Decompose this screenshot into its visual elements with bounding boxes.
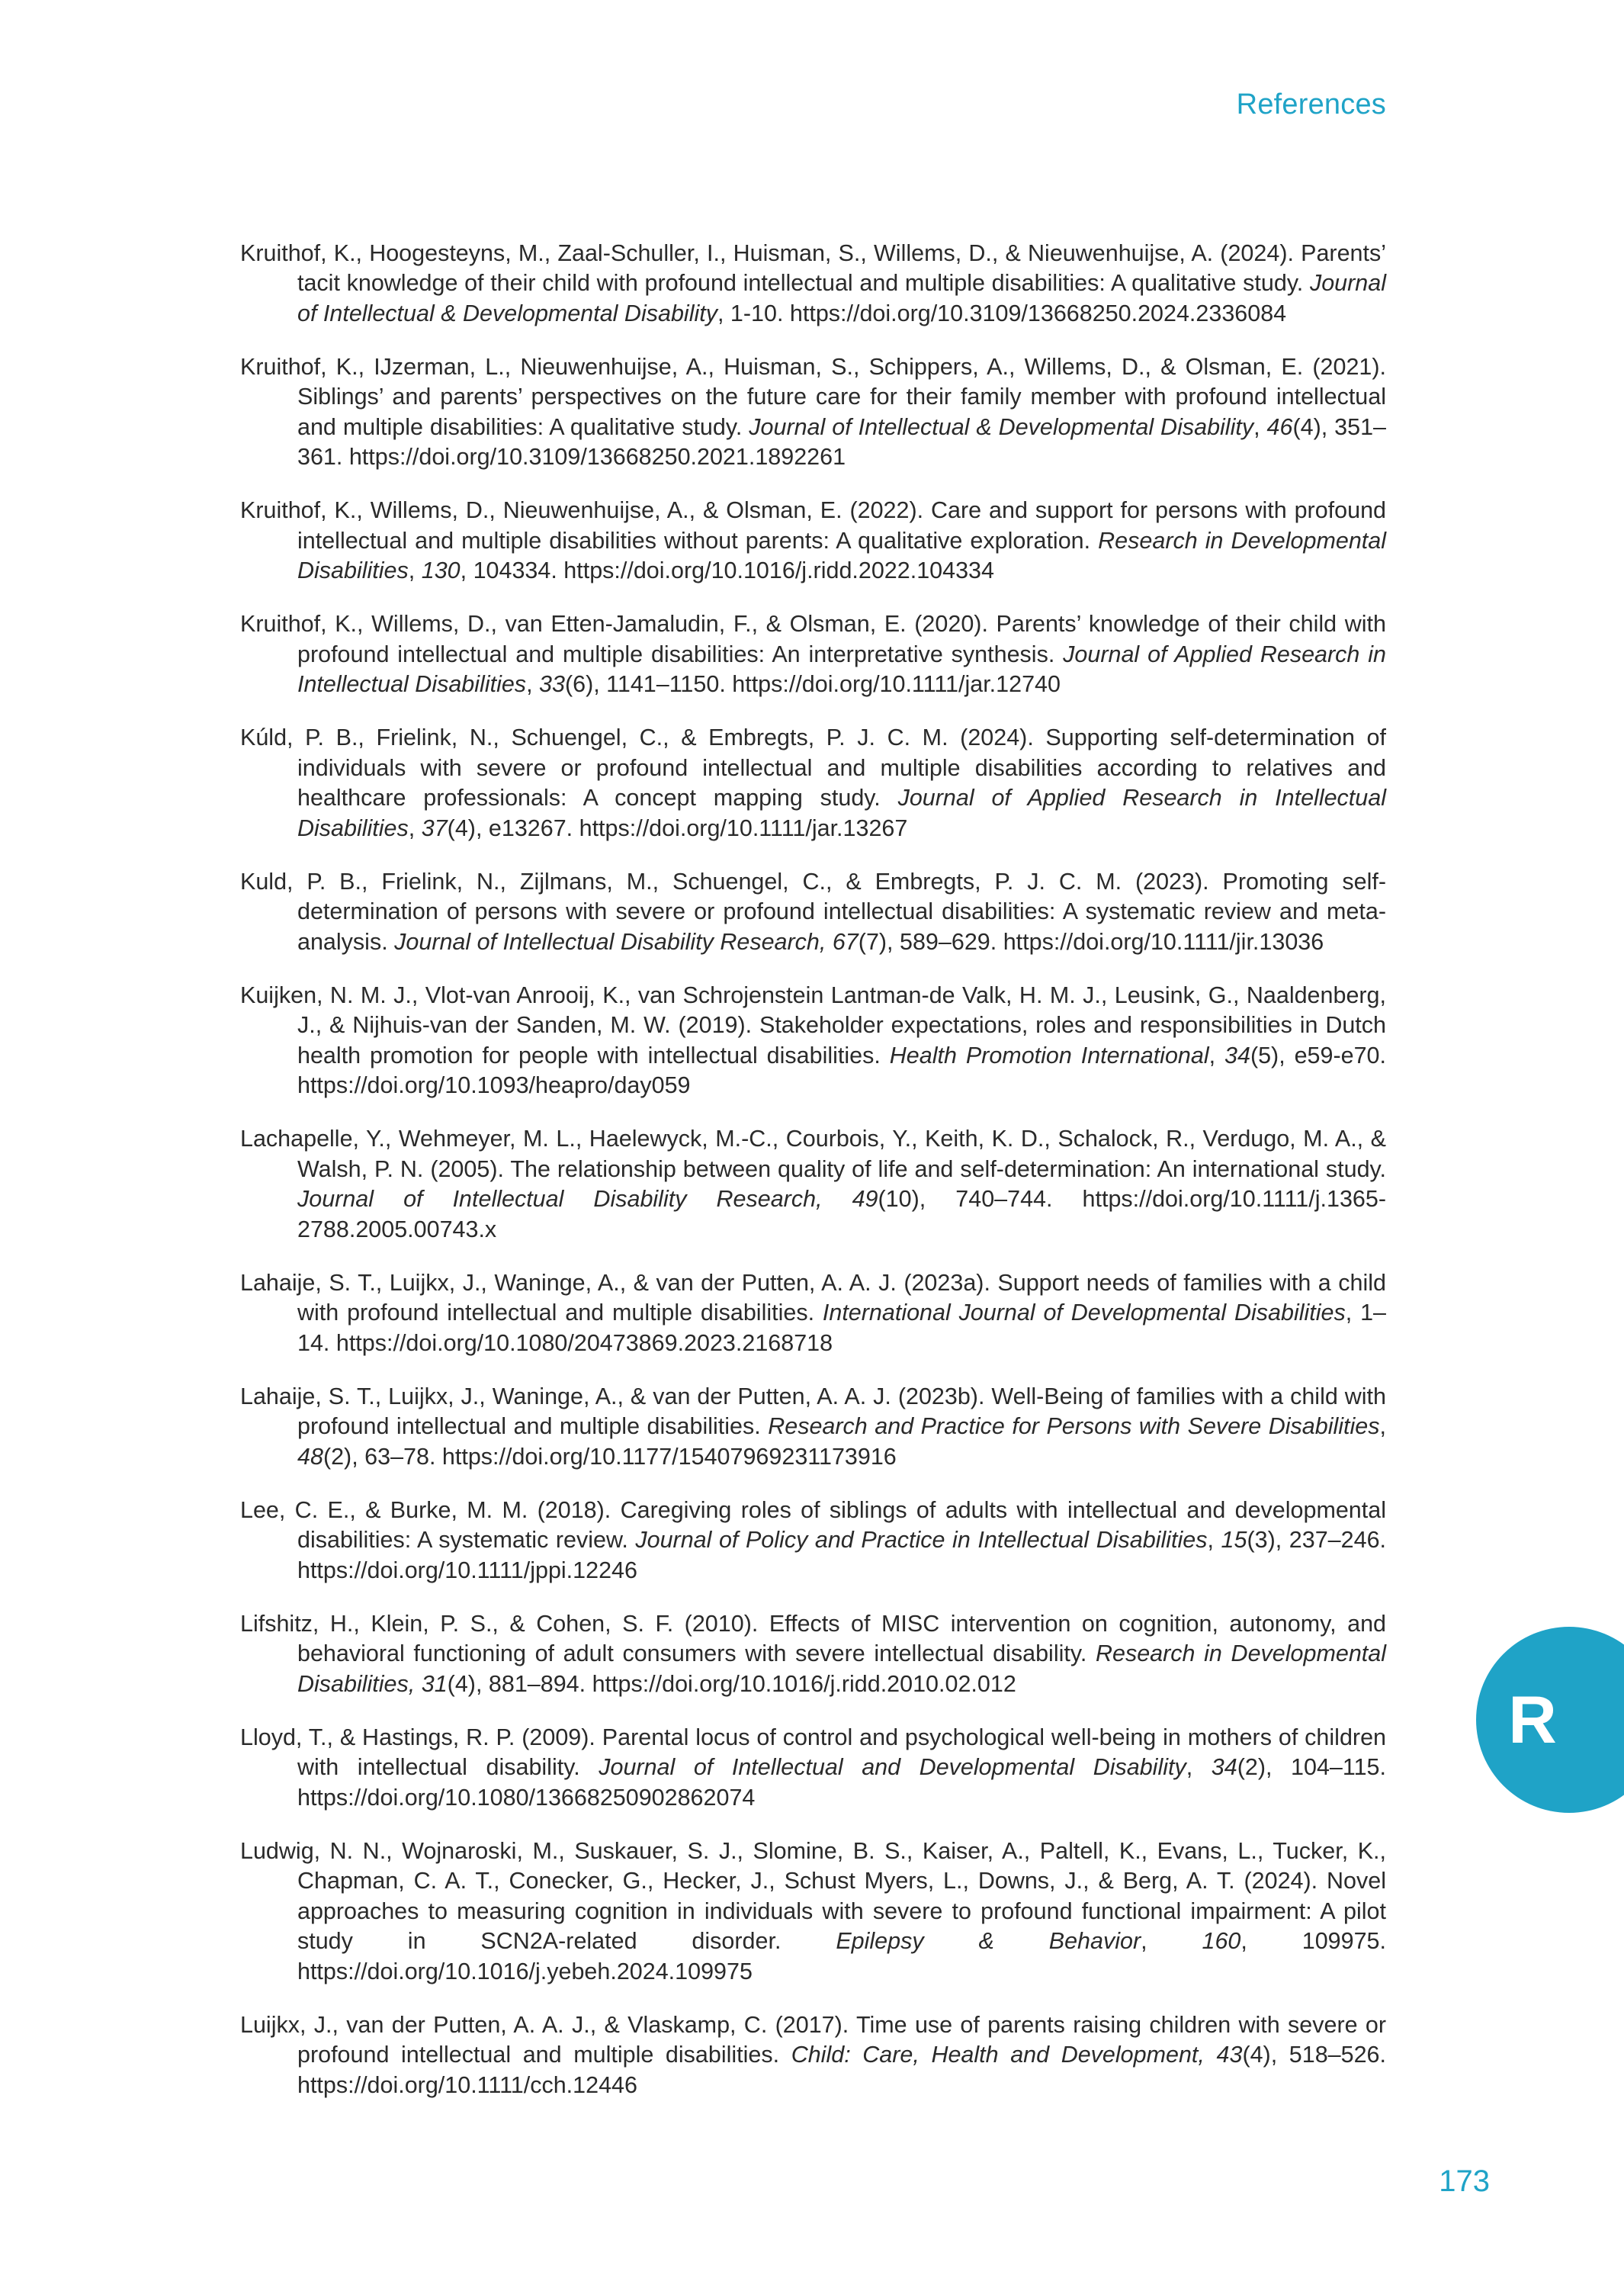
reference-volume: 34 [1211, 1754, 1237, 1780]
reference-separator: , [1141, 1928, 1202, 1954]
reference-entry [240, 609, 1386, 700]
reference-volume: 48 [297, 1443, 323, 1470]
reference-journal: Child: Care, Health and Development, [791, 2042, 1205, 2068]
running-header: References [1236, 88, 1386, 121]
reference-journal: Journal of Intellectual Disability Research, [394, 928, 826, 955]
reference-details: (4), e13267. https://doi.org/10.1111/jar.13267 [447, 815, 908, 841]
reference-details: (4), 351–361. https://doi.org/10.3109/13668250.2021.1892261 [297, 413, 1386, 470]
reference-volume: 31 [421, 1670, 448, 1697]
reference-details: (4), 518–526. https://doi.org/10.1111/cch.12446 [297, 2042, 1386, 2098]
reference-separator: , [1208, 1042, 1224, 1068]
reference-separator: , [1379, 1413, 1386, 1439]
reference-separator: , [526, 671, 540, 697]
reference-separator: , [1253, 413, 1267, 440]
page-number: 173 [1439, 2164, 1490, 2198]
reference-details: (7), 589–629. https://doi.org/10.1111/jir.13036 [858, 928, 1324, 955]
reference-volume: 130 [421, 558, 461, 583]
reference-entry [240, 723, 1386, 844]
reference-text: Ludwig, N. N., Wojnaroski, M., Suskauer, S. J., Slomine, B. S., Kaiser, A., Paltell, K., Evans, L., Tucker, K., Chapman, C. A. T., Conecker, G., Hecker, J., Schust Myers, L., Downs, J., & Berg, A. T. (2024). Novel approaches to measuring cognition in individuals with severe to profound functional impairment: A pilot study in SCN2A-related disorder. [240, 1837, 1386, 1954]
reference-volume: 34 [1224, 1042, 1250, 1068]
reference-volume: 160 [1202, 1928, 1241, 1954]
reference-text: Kruithof, K., Willems, D., Nieuwenhuijse, A., & Olsman, E. (2022). Care and support for persons with profound intellectual and multiple disabilities without parents: A qualitative exploration. [240, 497, 1386, 554]
reference-journal: Journal of Intellectual & Developmental Disability [297, 270, 1386, 326]
reference-volume: 33 [539, 671, 565, 697]
reference-text: Kúld, P. B., Frielink, N., Schuengel, C., & Embregts, P. J. C. M. (2024). Supporting self-determination of individuals with severe or profound intellectual and multiple disabilities according to relatives and healthcare professionals: A concept mapping study. [240, 725, 1386, 811]
reference-text: Kuld, P. B., Frielink, N., Zijlmans, M., Schuengel, C., & Embregts, P. J. C. M. (2023). Promoting self-determination of persons with severe or profound intellectual disabilities: A systematic review and meta-analysis. [240, 868, 1386, 955]
reference-list [240, 215, 1386, 2111]
reference-entry [240, 981, 1386, 1101]
chapter-tab-letter: R [1508, 1682, 1557, 1757]
reference-separator [823, 1186, 852, 1212]
reference-text: Kruithof, K., Hoogesteyns, M., Zaal-Schuller, I., Huisman, S., Willems, D., & Nieuwenhuijse, A. (2024). Parents’ tacit knowledge of their child with profound intellectual and multiple disabilities: A qualitative study. [240, 239, 1386, 296]
reference-text: Kuijken, N. M. J., Vlot-van Anrooij, K., van Schrojenstein Lantman-de Valk, H. M. J., Leusink, G., Naaldenberg, J., & Nijhuis-van der Sanden, M. W. (2019). Stakeholder expectations, roles and responsibilities in Dutch health promotion for people with intellectual disabilities. [240, 982, 1386, 1068]
reference-journal: International Journal of Developmental Disabilities [822, 1300, 1346, 1326]
reference-text: Luijkx, J., van der Putten, A. A. J., & Vlaskamp, C. (2017). Time use of parents raising children with severe or profound intellectual and multiple disabilities. [240, 2011, 1386, 2068]
reference-separator: , [1207, 1527, 1221, 1553]
reference-journal: Journal of Intellectual Disability Research, [297, 1186, 823, 1212]
reference-text: Lachapelle, Y., Wehmeyer, M. L., Haelewyck, M.-C., Courbois, Y., Keith, K. D., Schalock, R., Verdugo, M. A., & Walsh, P. N. (2005). The relationship between quality of life and self-determination: An international study. [240, 1126, 1386, 1182]
reference-entry [240, 867, 1386, 958]
reference-journal: Journal of Intellectual & Developmental Disability [749, 413, 1254, 440]
reference-separator: , [408, 815, 422, 841]
reference-entry [240, 239, 1386, 329]
reference-separator [415, 1671, 421, 1697]
reference-journal: Health Promotion International [889, 1042, 1209, 1068]
reference-volume: 37 [421, 815, 448, 841]
reference-details: , 104334. https://doi.org/10.1016/j.ridd.2022.104334 [460, 558, 994, 583]
reference-volume: 46 [1266, 413, 1293, 440]
reference-entry [240, 496, 1386, 586]
reference-entry [240, 1609, 1386, 1700]
reference-journal: Research in Developmental Disabilities [297, 527, 1386, 583]
reference-text: Lahaije, S. T., Luijkx, J., Waninge, A., & van der Putten, A. A. J. (2023b). Well-Being of families with a child with profound intellectual and multiple disabilities. [240, 1383, 1386, 1439]
reference-volume: 49 [852, 1186, 878, 1212]
reference-journal: Journal of Applied Research in Intellectual Disabilities [297, 641, 1386, 697]
reference-entry [240, 352, 1386, 473]
reference-text: Kruithof, K., IJzerman, L., Nieuwenhuijse, A., Huisman, S., Schippers, A., Willems, D., & Olsman, E. (2021). Siblings’ and parents’ perspectives on the future care for their family member with profound intellectual and multiple disabilities: A qualitative study. [240, 353, 1386, 440]
reference-entry [240, 1382, 1386, 1473]
reference-text: Lee, C. E., & Burke, M. M. (2018). Caregiving roles of siblings of adults with intellectual and developmental disabilities: A systematic review. [240, 1496, 1386, 1553]
reference-details: (3), 237–246. https://doi.org/10.1111/jppi.12246 [297, 1527, 1387, 1583]
reference-journal: Research and Practice for Persons with Severe Disabilities [768, 1413, 1380, 1439]
reference-volume: 67 [832, 928, 859, 955]
reference-details: , 1–14. https://doi.org/10.1080/20473869.2023.2168718 [297, 1300, 1386, 1356]
chapter-tab [1476, 1627, 1624, 1813]
reference-entry [240, 1723, 1386, 1814]
reference-entry [240, 1268, 1386, 1359]
reference-journal: Journal of Applied Research in Intellectual Disabilities [297, 785, 1386, 841]
reference-details: (2), 63–78. https://doi.org/10.1177/15407969231173916 [323, 1443, 897, 1470]
reference-details: (2), 104–115. https://doi.org/10.1080/13668250902862074 [297, 1754, 1386, 1811]
reference-separator: , [1186, 1754, 1212, 1780]
reference-journal: Research in Developmental Disabilities, [297, 1640, 1386, 1697]
reference-separator: , [408, 558, 422, 583]
reference-details: (5), e59-e70. https://doi.org/10.1093/heapro/day059 [297, 1042, 1386, 1098]
reference-text: Lahaije, S. T., Luijkx, J., Waninge, A., & van der Putten, A. A. J. (2023a). Support needs of families with a child with profound intellectual and multiple disabilities. [240, 1269, 1386, 1326]
reference-journal: Epilepsy & Behavior [836, 1928, 1141, 1954]
reference-text: Lloyd, T., & Hastings, R. P. (2009). Parental locus of control and psychological well-being in mothers of children with intellectual disability. [240, 1724, 1386, 1780]
reference-volume: 43 [1216, 2042, 1243, 2068]
reference-details: (4), 881–894. https://doi.org/10.1016/j.ridd.2010.02.012 [447, 1670, 1016, 1697]
reference-volume: 15 [1221, 1527, 1247, 1553]
reference-journal: Journal of Intellectual and Developmental Disability [599, 1754, 1186, 1780]
reference-details: , 1-10. https://doi.org/10.3109/13668250.2024.2336084 [717, 300, 1287, 326]
reference-text: Lifshitz, H., Klein, P. S., & Cohen, S. F. (2010). Effects of MISC intervention on cognition, autonomy, and behavioral functioning of adult consumers with severe intellectual disability. [240, 1610, 1386, 1666]
reference-entry [240, 1837, 1386, 1988]
reference-details: (6), 1141–1150. https://doi.org/10.1111/jar.12740 [564, 671, 1061, 697]
reference-separator [1205, 2042, 1217, 2068]
reference-details: , 109975. https://doi.org/10.1016/j.yebeh.2024.109975 [297, 1928, 1386, 1984]
reference-entry [240, 2010, 1386, 2101]
reference-text: Kruithof, K., Willems, D., van Etten-Jamaludin, F., & Olsman, E. (2020). Parents’ knowledge of their child with profound intellectual and multiple disabilities: An interpretative synthesis. [240, 611, 1386, 667]
reference-journal: Journal of Policy and Practice in Intellectual Disabilities [635, 1527, 1208, 1553]
reference-separator [826, 929, 832, 955]
reference-entry [240, 1124, 1386, 1245]
reference-details: (10), 740–744. https://doi.org/10.1111/j.1365-2788.2005.00743.x [297, 1186, 1387, 1242]
reference-entry [240, 1496, 1386, 1586]
